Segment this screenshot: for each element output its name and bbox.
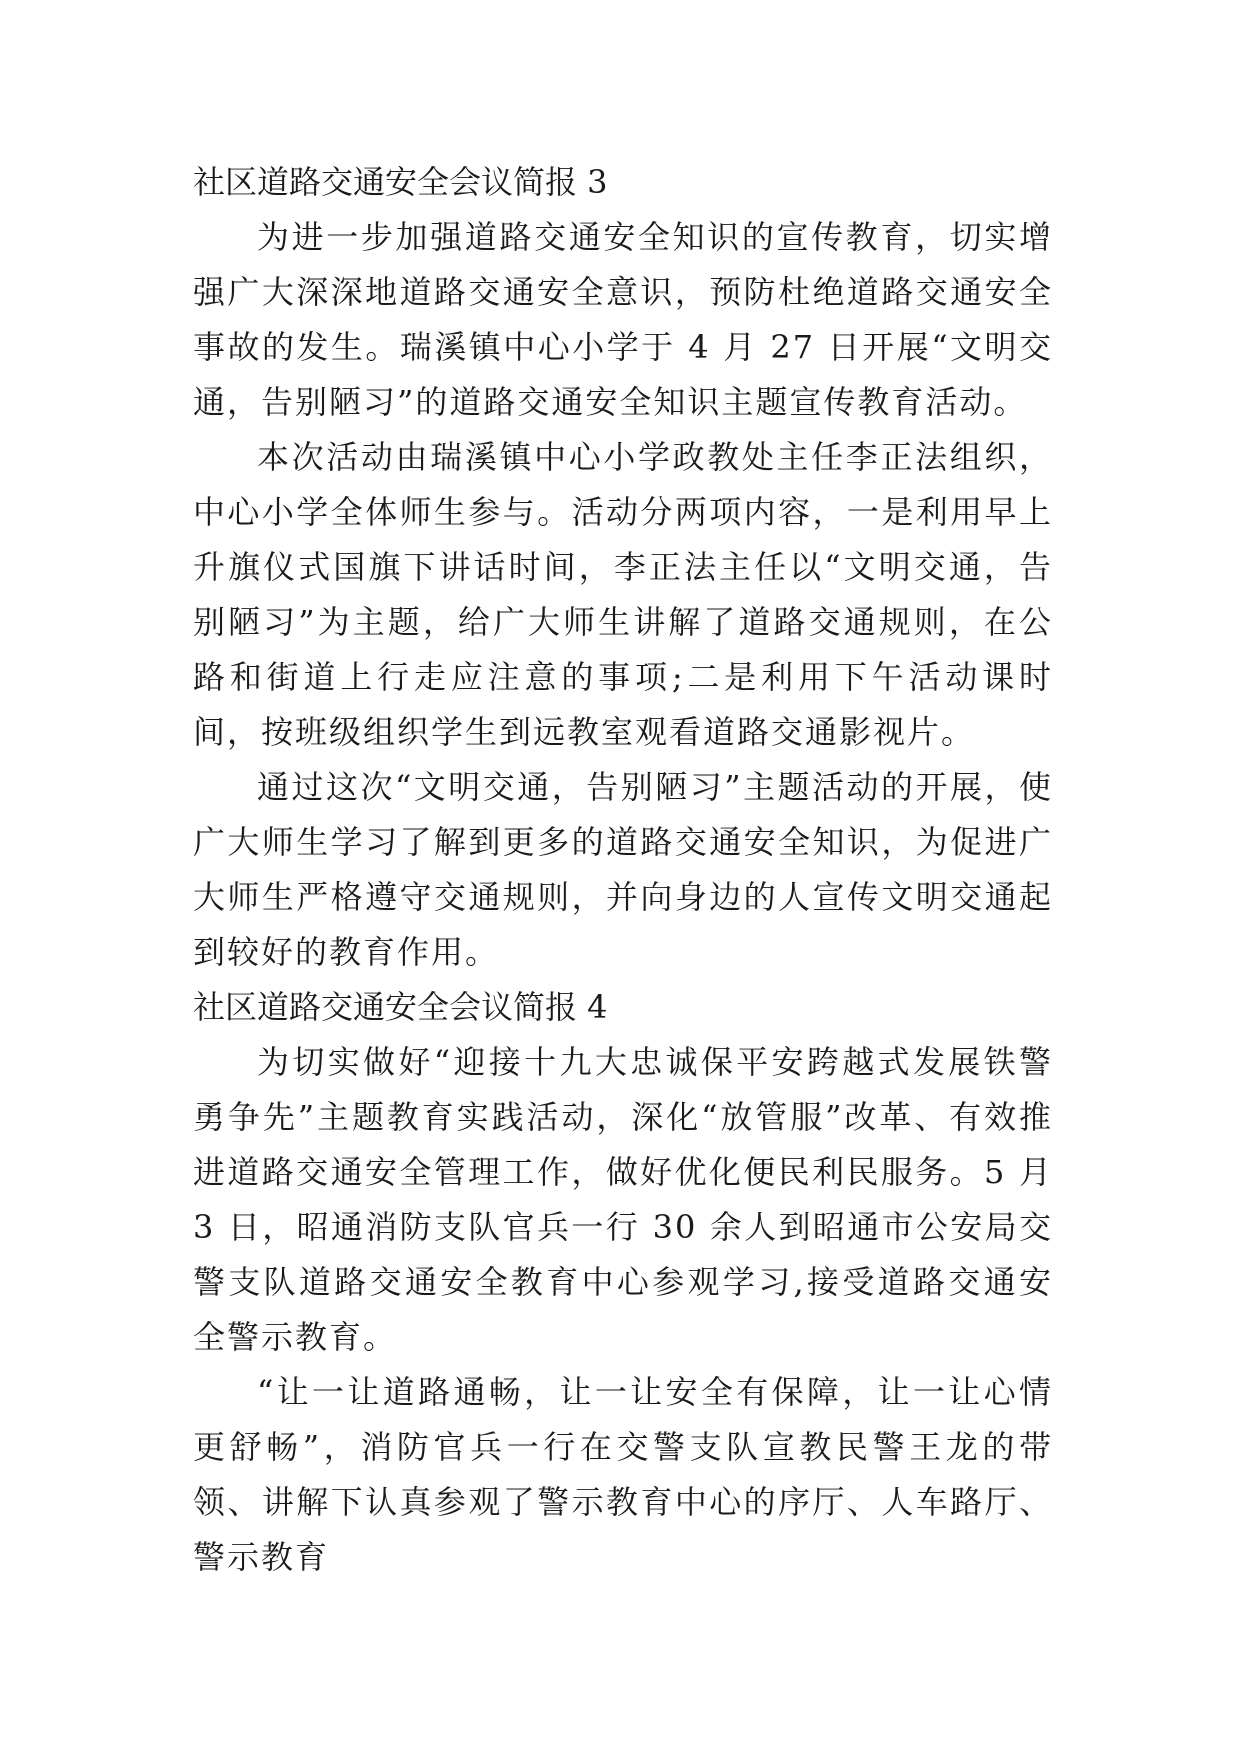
section-briefing-3 — [193, 155, 1053, 980]
section-heading: 社区道路交通安全会议简报 3 — [193, 163, 608, 201]
section-briefing-4 — [193, 980, 1053, 1585]
paragraph: 本次活动由瑞溪镇中心小学政教处主任李正法组织，中心小学全体师生参与。活动分两项内容，一是利用早上升旗仪式国旗下讲话时间，李正法主任以“文明交通，告别陋习”为主题，给广大师生讲解了道路交通规则，在公路和街道上行走应注意的事项;二是利用下午活动课时间，按班级组织学生到远教室观看道路交通影视片。 — [193, 438, 1053, 751]
document-body — [193, 155, 1053, 1585]
paragraph: 通过这次“文明交通，告别陋习”主题活动的开展，使广大师生学习了解到更多的道路交通安全知识，为促进广大师生严格遵守交通规则，并向身边的人宣传文明交通起到较好的教育作用。 — [193, 768, 1053, 971]
paragraph: 为切实做好“迎接十九大忠诚保平安跨越式发展铁警勇争先”主题教育实践活动，深化“放管服”改革、有效推进道路交通安全管理工作，做好优化便民利民服务。5 月 3 日，昭通消防支队官兵一行 30 余人到昭通市公安局交警支队道路交通安全教育中心参观学习,接受道路交通安全警示教育。 — [193, 1043, 1053, 1356]
paragraph: “让一让道路通畅，让一让安全有保障，让一让心情更舒畅”，消防官兵一行在交警支队宣教民警王龙的带领、讲解下认真参观了警示教育中心的序厅、人车路厅、警示教育 — [193, 1373, 1053, 1576]
paragraph: 为进一步加强道路交通安全知识的宣传教育，切实增强广大深深地道路交通安全意识，预防杜绝道路交通安全事故的发生。瑞溪镇中心小学于 4 月 27 日开展“文明交通，告别陋习”的道路交通安全知识主题宣传教育活动。 — [193, 218, 1053, 421]
section-heading: 社区道路交通安全会议简报 4 — [193, 988, 608, 1026]
